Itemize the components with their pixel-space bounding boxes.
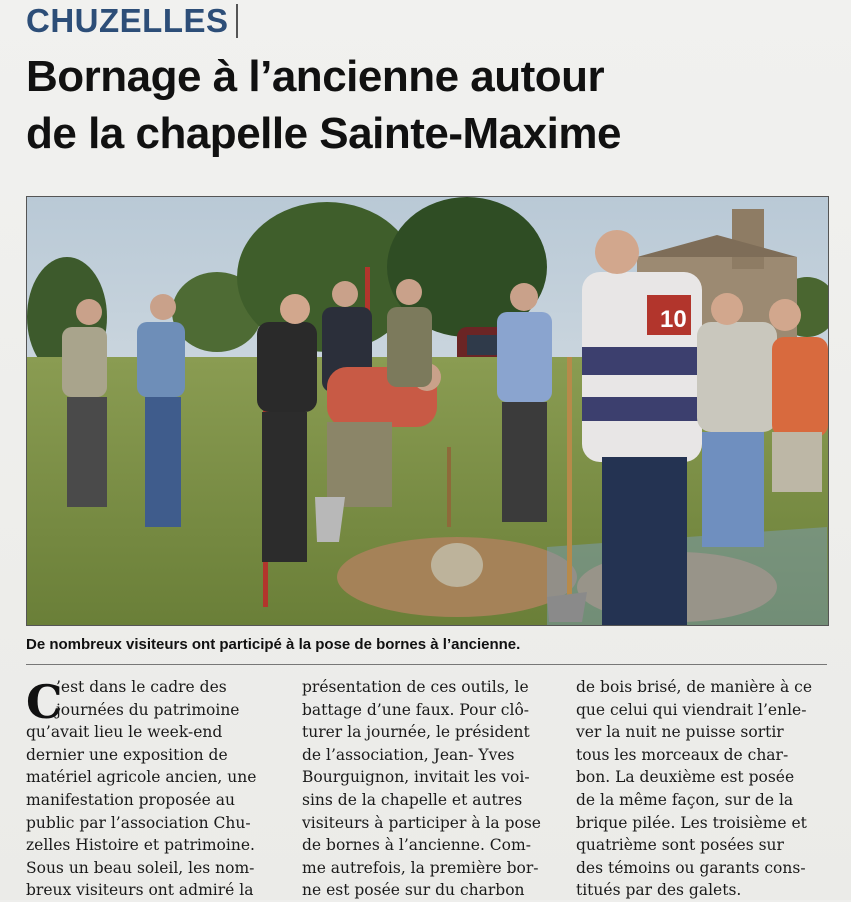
- article-line: me autrefois, la première bor-: [302, 858, 539, 877]
- article-line: des témoins ou garants cons-: [576, 858, 806, 877]
- article-line: dernier une exposition de: [26, 745, 228, 764]
- article-column-2: [302, 676, 552, 902]
- article-line: Bourguignon, invitait les voi-: [302, 768, 530, 787]
- headline-line-2: de la chapelle Sainte-Maxime: [26, 109, 621, 158]
- article-photo: [26, 196, 829, 626]
- article-line: visiteurs à participer à la pose: [302, 813, 541, 832]
- photo-caption: De nombreux visiteurs ont participé à la pose de bornes à l’ancienne.: [26, 636, 521, 653]
- article-column-1: [26, 676, 278, 902]
- kicker-divider: [236, 4, 238, 38]
- section-kicker: CHUZELLES: [26, 2, 229, 39]
- article-line: titués par des galets.: [576, 881, 742, 900]
- article-line: quatrième sont posées sur: [576, 836, 784, 855]
- caption-divider: [26, 664, 827, 665]
- photo-illustration: [27, 197, 828, 625]
- article-line: journées du patrimoine: [56, 700, 240, 719]
- article-line: brique pilée. Les troisième et: [576, 813, 807, 832]
- article-line: qu’avait lieu le week-end: [26, 723, 223, 742]
- drop-cap: C: [26, 675, 63, 729]
- article-line: sins de la chapelle et autres: [302, 790, 523, 809]
- article-line: public par l’association Chu-: [26, 813, 251, 832]
- article-line: battage d’une faux. Pour clô-: [302, 700, 530, 719]
- headline-line-1: Bornage à l’ancienne autour: [26, 52, 605, 101]
- headline: [26, 48, 836, 162]
- article-line: de bornes à l’ancienne. Com-: [302, 836, 531, 855]
- article-line: que celui qui viendrait l’enle-: [576, 700, 807, 719]
- article-line: turer la journée, le président: [302, 723, 530, 742]
- article-line: bon. La deuxième est posée: [576, 768, 795, 787]
- article-line: ne est posée sur du charbon: [302, 881, 525, 900]
- article-line: de la même façon, sur de la: [576, 790, 794, 809]
- article-line: zelles Histoire et patrimoine.: [26, 836, 255, 855]
- article-line: ver la nuit ne puisse sortir: [576, 723, 784, 742]
- article-column-3: [576, 676, 828, 902]
- article-line: manifestation proposée au: [26, 790, 236, 809]
- article-line: présentation de ces outils, le: [302, 678, 529, 696]
- article-line: matériel agricole ancien, une: [26, 768, 257, 787]
- article-line: de bois brisé, de manière à ce: [576, 678, 812, 696]
- article-line: ’est dans le cadre des: [56, 678, 227, 696]
- article-line: Sous un beau soleil, les nom-: [26, 858, 255, 877]
- article-line: breux visiteurs ont admiré la: [26, 881, 254, 900]
- article-line: de l’association, Jean- Yves: [302, 745, 515, 764]
- article-line: tous les morceaux de char-: [576, 745, 789, 764]
- jersey-number: 10: [660, 306, 687, 333]
